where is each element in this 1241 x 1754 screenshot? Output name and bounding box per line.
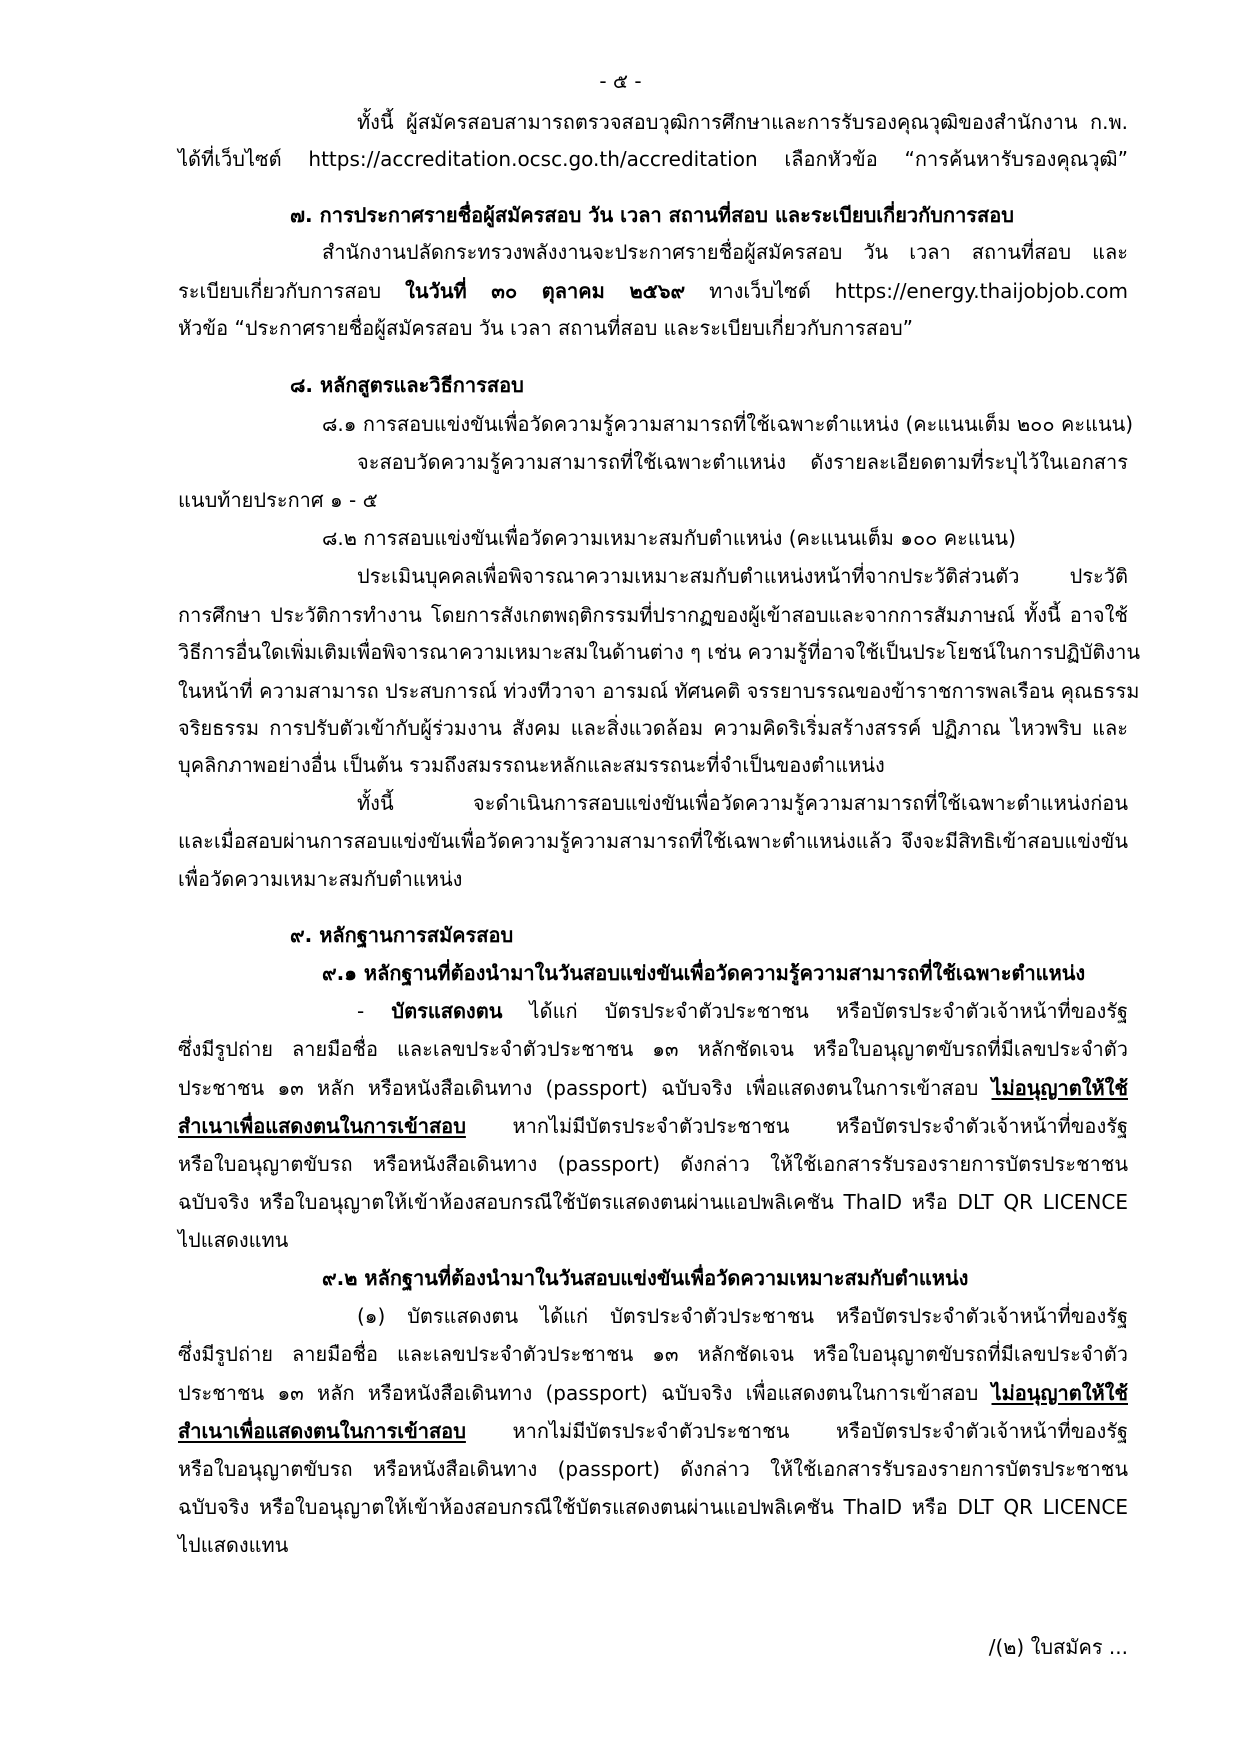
section-8-2-line-2: การศึกษา ประวัติการทำงาน โดยการสังเกตพฤติกรรมที่ปรากฏของผู้เข้าสอบและจากการสัมภาษณ์ ทั้งนี้ อาจใช้ xyxy=(178,603,1128,627)
continuation-note: /(๒) ใบสมัคร ... xyxy=(988,1635,1128,1659)
section-8-2-title: ๘.๒ การสอบแข่งขันเพื่อวัดความเหมาะสมกับตำแหน่ง (คะแนนเต็ม ๑๐๐ คะแนน) xyxy=(322,526,1016,550)
section-9-2-line-4 xyxy=(178,1416,1128,1446)
section-8-1-line-2: แนบท้ายประกาศ ๑ - ๕ xyxy=(178,488,378,512)
section-9-heading: ๙. หลักฐานการสมัครสอบ xyxy=(290,923,514,947)
section-9-1-title: ๙.๑ หลักฐานที่ต้องนำมาในวันสอบแข่งขันเพื่อวัดความรู้ความสามารถที่ใช้เฉพาะตำแหน่ง xyxy=(322,961,1086,985)
section-9-2-line-1: (๑) บัตรแสดงตน ได้แก่ บัตรประจำตัวประชาชน หรือบัตรประจำตัวเจ้าหน้าที่ของรัฐ xyxy=(357,1304,1128,1328)
section-7-line-2-start: ระเบียบเกี่ยวกับการสอบ xyxy=(178,279,406,303)
section-8-note-line-2: และเมื่อสอบผ่านการสอบแข่งขันเพื่อวัดความรู้ความสามารถที่ใช้เฉพาะตำแหน่งแล้ว จึงจะมีสิทธิเข้าสอบแข่งขัน xyxy=(178,829,1128,853)
section-7-line-1: สำนักงานปลัดกระทรวงพลังงานจะประกาศรายชื่อผู้สมัครสอบ วัน เวลา สถานที่สอบ และ xyxy=(322,240,1128,264)
section-7-heading: ๗. การประกาศรายชื่อผู้สมัครสอบ วัน เวลา สถานที่สอบ และระเบียบเกี่ยวกับการสอบ xyxy=(290,203,1014,227)
section-8-1-line-1: จะสอบวัดความรู้ความสามารถที่ใช้เฉพาะตำแหน่ง ดังรายละเอียดตามที่ระบุไว้ในเอกสาร xyxy=(357,450,1128,474)
list-dash: - xyxy=(357,999,392,1023)
page-number: - ๕ - xyxy=(599,69,642,93)
section-9-1-line-4-end: หากไม่มีบัตรประจำตัวประชาชน หรือบัตรประจำตัวเจ้าหน้าที่ของรัฐ xyxy=(465,1114,1128,1138)
id-card-description: ได้แก่ บัตรประจำตัวประชาชน หรือบัตรประจำตัวเจ้าหน้าที่ของรัฐ xyxy=(502,999,1128,1023)
announcement-date: ในวันที่ ๓๐ ตุลาคม ๒๕๖๙ xyxy=(405,279,686,303)
section-9-1-line-2: ซึ่งมีรูปถ่าย ลายมือชื่อ และเลขประจำตัวประชาชน ๑๓ หลักชัดเจน หรือใบอนุญาตขับรถที่มีเลขประจำตัว xyxy=(178,1037,1128,1061)
section-7-line-3: หัวข้อ “ประกาศรายชื่อผู้สมัครสอบ วัน เวลา สถานที่สอบ และระเบียบเกี่ยวกับการสอบ” xyxy=(178,316,914,340)
section-9-2-line-6: ฉบับจริง หรือใบอนุญาตให้เข้าห้องสอบกรณีใช้บัตรแสดงตนผ่านแอปพลิเคชัน ThaID หรือ DLT QR LICENCE xyxy=(178,1495,1128,1519)
copy-not-allowed-notice-cont: สำเนาเพื่อแสดงตนในการเข้าสอบ xyxy=(178,1114,466,1138)
intro-line-2: ได้ที่เว็บไซต์ https://accreditation.ocsc.go.th/accreditation เลือกหัวข้อ “การค้นหารับรองคุณวุฒิ” xyxy=(178,147,1128,171)
copy-not-allowed-notice-2: ไม่อนุญาตให้ใช้ xyxy=(991,1381,1128,1405)
section-9-2-line-3-start: ประชาชน ๑๓ หลัก หรือหนังสือเดินทาง (passport) ฉบับจริง เพื่อแสดงตนในการเข้าสอบ xyxy=(178,1381,992,1405)
section-8-2-line-5: จริยธรรม การปรับตัวเข้ากับผู้ร่วมงาน สังคม และสิ่งแวดล้อม ความคิดริเริ่มสร้างสรรค์ ปฏิภาณ ไหวพริบ และ xyxy=(178,716,1128,740)
section-9-1-line-3-start: ประชาชน ๑๓ หลัก หรือหนังสือเดินทาง (passport) ฉบับจริง เพื่อแสดงตนในการเข้าสอบ xyxy=(178,1076,992,1100)
section-9-1-line-3 xyxy=(178,1073,1128,1103)
section-7-line-2 xyxy=(178,276,1128,306)
section-8-2-line-4: ในหน้าที่ ความสามารถ ประสบการณ์ ท่วงทีวาจา อารมณ์ ทัศนคติ จรรยาบรรณของข้าราชการพลเรือน คุณธรรม xyxy=(178,679,1140,703)
section-9-1-line-7: ไปแสดงแทน xyxy=(178,1228,289,1252)
section-9-2-line-3 xyxy=(178,1378,1128,1408)
section-9-1-line-6: ฉบับจริง หรือใบอนุญาตให้เข้าห้องสอบกรณีใช้บัตรแสดงตนผ่านแอปพลิเคชัน ThaID หรือ DLT QR LICENCE xyxy=(178,1190,1128,1214)
section-8-note-line-3: เพื่อวัดความเหมาะสมกับตำแหน่ง xyxy=(178,867,463,891)
section-7-line-2-end: ทางเว็บไซต์ https://energy.thaijobjob.com xyxy=(685,279,1129,303)
section-8-note-line-1: ทั้งนี้ จะดำเนินการสอบแข่งขันเพื่อวัดความรู้ความสามารถที่ใช้เฉพาะตำแหน่งก่อน xyxy=(357,791,1128,815)
section-9-2-line-2: ซึ่งมีรูปถ่าย ลายมือชื่อ และเลขประจำตัวประชาชน ๑๓ หลักชัดเจน หรือใบอนุญาตขับรถที่มีเลขประจำตัว xyxy=(178,1342,1128,1366)
id-card-label: บัตรแสดงตน xyxy=(391,999,503,1023)
section-9-1-line-4 xyxy=(178,1111,1128,1141)
copy-not-allowed-notice-2-cont: สำเนาเพื่อแสดงตนในการเข้าสอบ xyxy=(178,1419,466,1443)
section-9-2-line-7: ไปแสดงแทน xyxy=(178,1533,289,1557)
intro-line-1: ทั้งนี้ ผู้สมัครสอบสามารถตรวจสอบวุฒิการศึกษาและการรับรองคุณวุฒิของสำนักงาน ก.พ. xyxy=(357,110,1128,134)
section-8-2-line-1: ประเมินบุคคลเพื่อพิจารณาความเหมาะสมกับตำแหน่งหน้าที่จากประวัติส่วนตัว ประวัติ xyxy=(357,564,1128,588)
section-9-2-title: ๙.๒ หลักฐานที่ต้องนำมาในวันสอบแข่งขันเพื่อวัดความเหมาะสมกับตำแหน่ง xyxy=(322,1266,969,1290)
section-8-heading: ๘. หลักสูตรและวิธีการสอบ xyxy=(290,373,524,397)
section-8-1-title: ๘.๑ การสอบแข่งขันเพื่อวัดความรู้ความสามารถที่ใช้เฉพาะตำแหน่ง (คะแนนเต็ม ๒๐๐ คะแนน) xyxy=(322,412,1134,436)
section-9-2-line-5: หรือใบอนุญาตขับรถ หรือหนังสือเดินทาง (passport) ดังกล่าว ให้ใช้เอกสารรับรองรายการบัตรประชาชน xyxy=(178,1457,1128,1481)
section-8-2-line-3: วิธีการอื่นใดเพิ่มเติมเพื่อพิจารณาความเหมาะสมในด้านต่าง ๆ เช่น ความรู้ที่อาจใช้เป็นประโยชน์ในการปฏิบัติงาน xyxy=(178,640,1140,664)
section-9-2-line-4-end: หากไม่มีบัตรประจำตัวประชาชน หรือบัตรประจำตัวเจ้าหน้าที่ของรัฐ xyxy=(465,1419,1128,1443)
section-9-1-line-5: หรือใบอนุญาตขับรถ หรือหนังสือเดินทาง (passport) ดังกล่าว ให้ใช้เอกสารรับรองรายการบัตรประชาชน xyxy=(178,1152,1128,1176)
copy-not-allowed-notice: ไม่อนุญาตให้ใช้ xyxy=(991,1076,1128,1100)
section-8-2-line-6: บุคลิกภาพอย่างอื่น เป็นต้น รวมถึงสมรรถนะหลักและสมรรถนะที่จำเป็นของตำแหน่ง xyxy=(178,753,885,777)
section-9-1-line-1 xyxy=(357,996,1128,1026)
